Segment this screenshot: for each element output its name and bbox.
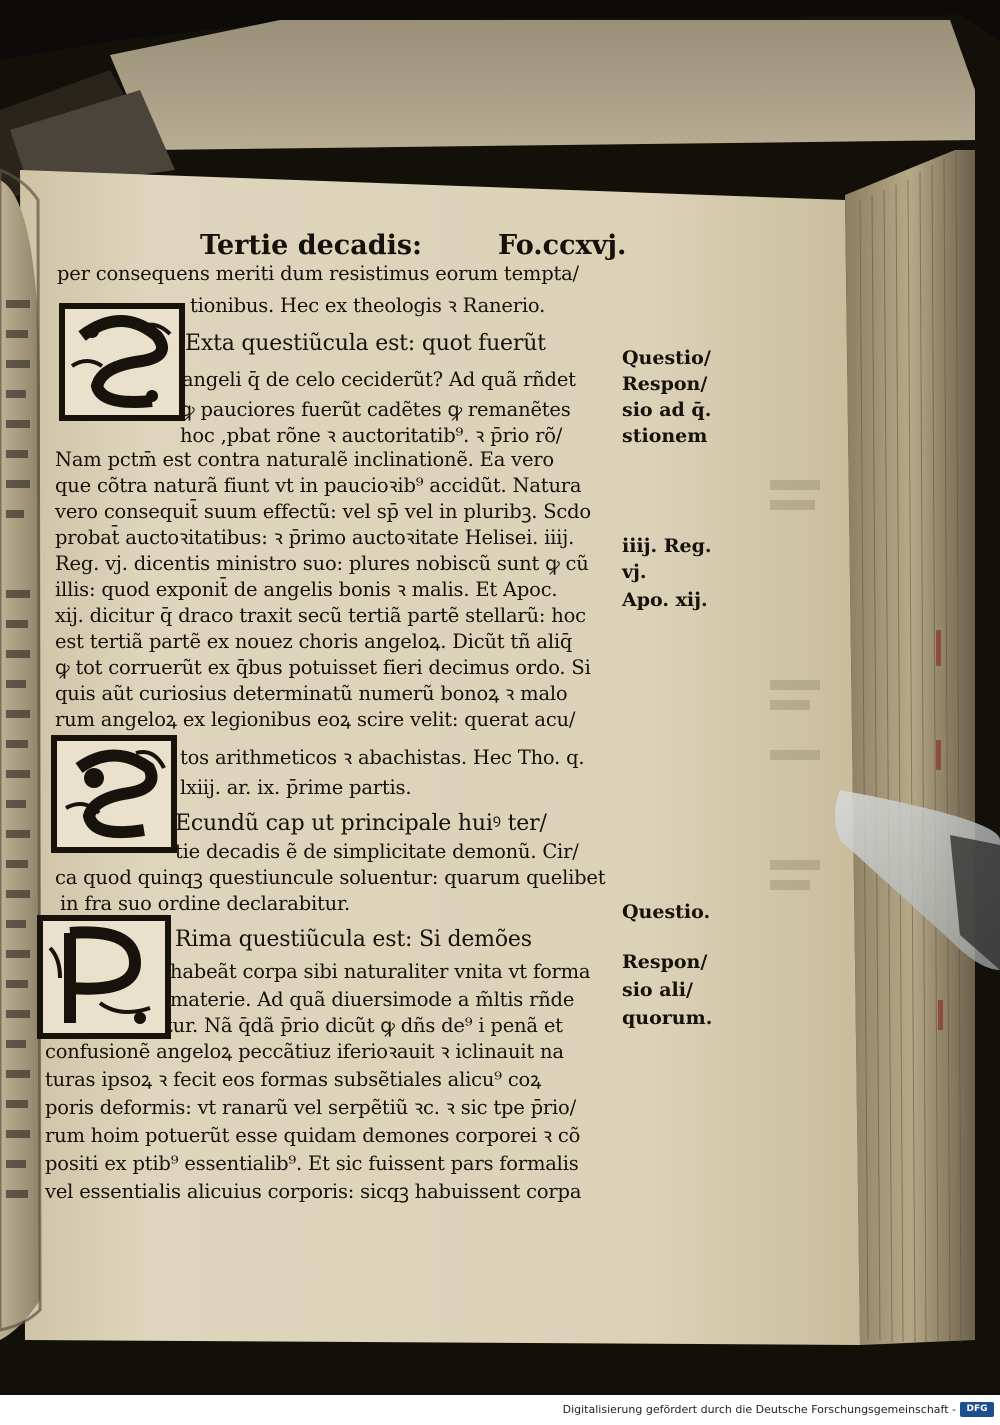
text-line: habeãt corpa sibi naturaliter vnita vt forma bbox=[170, 960, 591, 983]
text-line: quis aũt curiosius determinatũ numerũ bonoꝝ ꝛ malo bbox=[55, 682, 568, 705]
text-line: rum hoim potuerũt esse quidam demones corporei ꝛ cõ bbox=[45, 1124, 581, 1147]
folio-number: Fo.ccxvj. bbox=[498, 230, 627, 261]
margin-note: iiij. Reg. bbox=[622, 535, 712, 557]
text-line: Exta questiũcula est: quot fuerũt bbox=[185, 331, 546, 356]
text-line: Ecundũ cap ut principale huiꝰ ter/ bbox=[175, 811, 547, 836]
margin-note: vj. bbox=[622, 561, 647, 583]
footer-credit: Digitalisierung gefördert durch die Deutsche Forschungsgemeinschaft - bbox=[562, 1403, 956, 1416]
initial-s-woodcut-2 bbox=[54, 738, 174, 850]
text-line: materie. Ad quã diuersimode a m̃ltis rñde bbox=[170, 988, 575, 1011]
fore-edge bbox=[845, 150, 975, 1345]
text-line: est tertiã partẽ ex nouez choris angeloꝝ. Dicũt tñ aliq̄ bbox=[55, 630, 573, 653]
text-line: positi ex ptib⁹ essentialib⁹. Et sic fuissent pars formalis bbox=[45, 1152, 579, 1175]
text-line: poris deformis: vt ranarũ vel serpẽtiũ ꝛc. ꝛ sic tpe p̄rio/ bbox=[45, 1096, 576, 1119]
margin-note: quorum. bbox=[622, 1007, 713, 1029]
text-line: per consequens meriti dum resistimus eorum tempta/ bbox=[57, 262, 579, 285]
text-line: angeli q̄ de celo ceciderũt? Ad quã rñdet bbox=[182, 368, 576, 391]
margin-note: Respon/ bbox=[622, 951, 708, 973]
text-line: Nam pctm̄ est contra naturalẽ inclinationẽ. Ea vero bbox=[55, 448, 554, 471]
text-line: ꝙ tot corruerũt ex q̄bus potuisset fieri decimus ordo. Si bbox=[55, 656, 591, 679]
text-line: tionibus. Hec ex theologis ꝛ Ranerio. bbox=[190, 294, 546, 317]
text-line: ca quod quinqꝫ questiuncule soluentur: quarum quelibet bbox=[55, 866, 606, 889]
text-line: vel essentialis alicuius corporis: sicqꝫ habuissent corpa bbox=[45, 1180, 582, 1203]
text-line: Rima questiũcula est: Si demões bbox=[175, 927, 532, 952]
text-line: que cõtra naturã fiunt vt in paucioꝛib⁹ accidũt. Natura bbox=[55, 474, 582, 497]
page-block-top bbox=[110, 20, 975, 150]
margin-note: Respon/ bbox=[622, 373, 708, 395]
initial-p-woodcut bbox=[40, 918, 168, 1036]
text-line: illis: quod exponit̄ de angelis bonis ꝛ malis. Et Apoc. bbox=[55, 578, 558, 601]
margin-note: Questio/ bbox=[622, 347, 711, 369]
text-line: probat̄ auctoꝛitatibus: ꝛ p̄rimo auctoꝛitate Helisei. iiij. bbox=[55, 526, 575, 549]
text-line: rum angeloꝝ ex legionibus eoꝝ scire velit: querat acu/ bbox=[55, 708, 576, 731]
dfg-logo: DFG bbox=[960, 1402, 994, 1417]
margin-note: stionem bbox=[622, 425, 708, 447]
text-line: tur. Nã q̄dã p̄rio dicũt ꝙ dñs de⁹ i penã et bbox=[165, 1014, 563, 1037]
initial-s-woodcut bbox=[62, 306, 182, 418]
text-line: vero consequit̄ suum effectũ: vel sp̄ vel in pluribꝫ. Scdo bbox=[55, 500, 591, 523]
text-line: turas ipsoꝝ ꝛ fecit eos formas subsẽtiales alicu⁹ coꝝ bbox=[45, 1068, 542, 1091]
margin-note: Apo. xij. bbox=[622, 589, 708, 611]
text-line: xij. dicitur q̄ draco traxit secũ tertiã partẽ stellarũ: hoc bbox=[55, 604, 586, 627]
text-line: tie decadis ẽ de simplicitate demonũ. Cir/ bbox=[175, 840, 579, 863]
margin-note: Questio. bbox=[622, 901, 711, 923]
running-head: Tertie decadis: bbox=[200, 230, 422, 261]
text-line: confusionẽ angeloꝝ peccãtiuz iferioꝛauit ꝛ iclinauit na bbox=[45, 1040, 564, 1063]
text-line: tos arithmeticos ꝛ abachistas. Hec Tho. q. bbox=[180, 746, 585, 769]
margin-note: sio ali/ bbox=[622, 979, 693, 1001]
text-line: in fra suo ordine declarabitur. bbox=[60, 892, 350, 915]
text-line: Reg. vj. dicentis ministro suo: plures nobiscũ sunt ꝙ cũ bbox=[55, 552, 589, 575]
text-line: ꝙ pauciores fuerũt cadẽtes ꝙ remanẽtes bbox=[180, 398, 571, 421]
text-line: hoc ,pbat rõne ꝛ auctoritatib⁹. ꝛ p̄rio rõ/ bbox=[180, 424, 563, 447]
footer bbox=[0, 1395, 1000, 1425]
margin-note: sio ad q̄. bbox=[622, 399, 712, 421]
text-line: lxiij. ar. ix. p̄rime partis. bbox=[180, 776, 412, 799]
